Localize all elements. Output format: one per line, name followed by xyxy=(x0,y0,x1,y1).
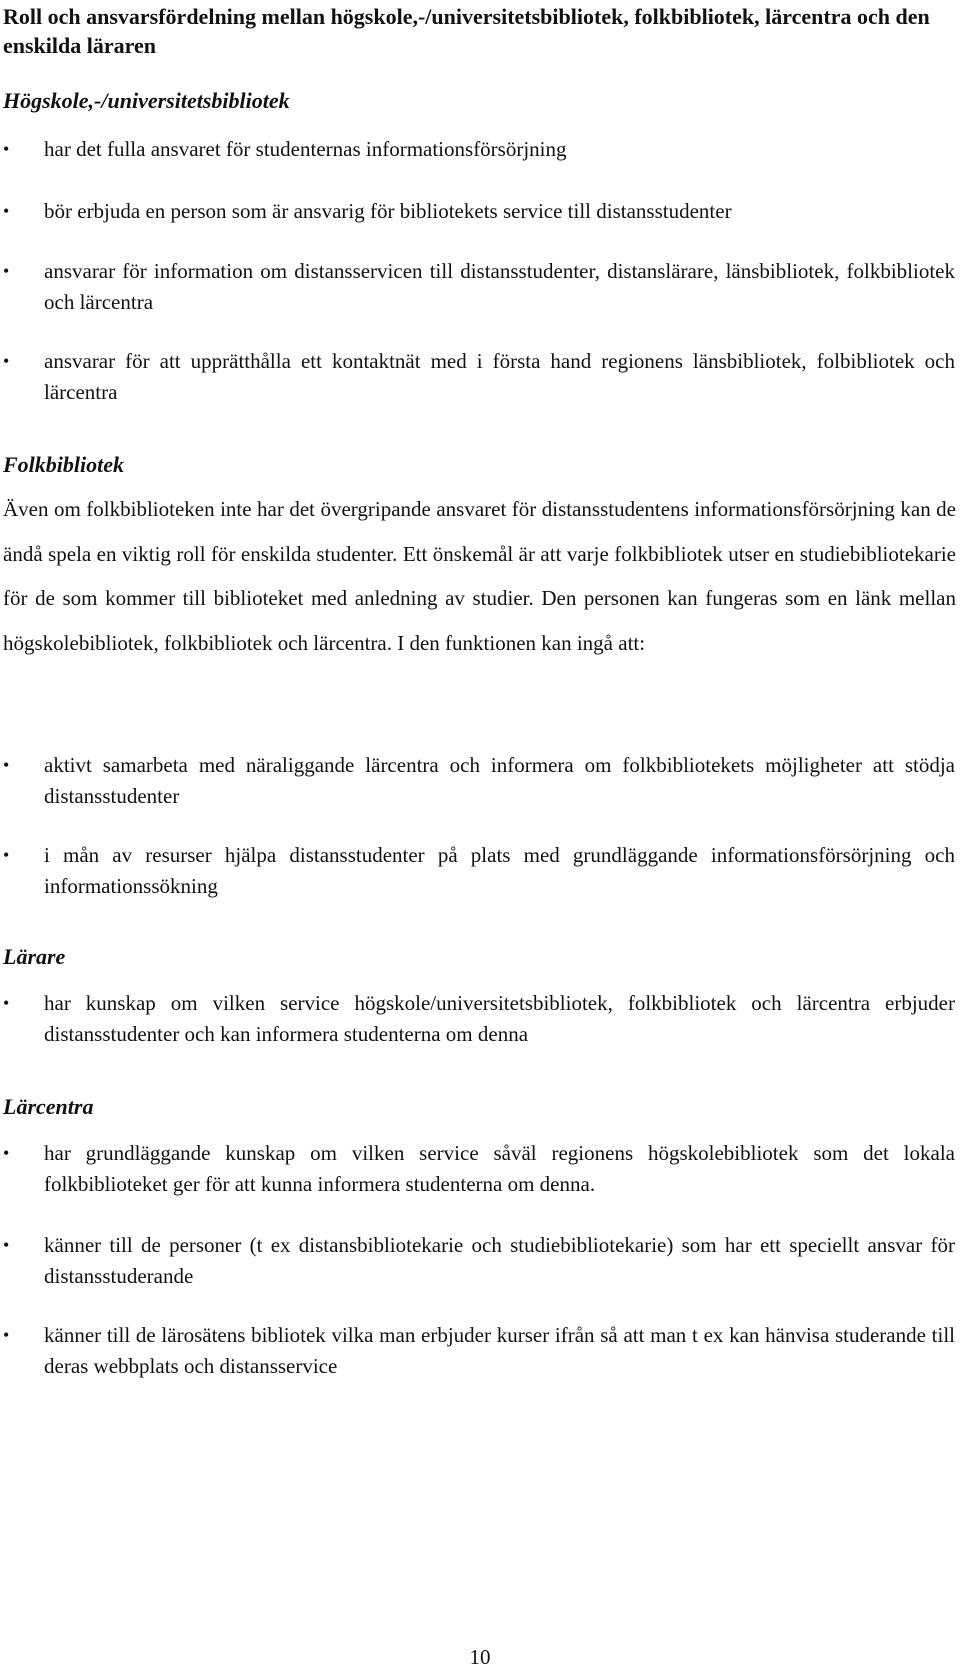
list-item-text: ansvarar för att upprätthålla ett kontaktnät med i första hand regionens länsbibliotek, folbibliotek och lärcentra xyxy=(44,349,955,404)
list-item-text: bör erbjuda en person som är ansvarig för bibliotekets service till distansstudenter xyxy=(44,199,732,223)
bullet-icon: • xyxy=(3,261,10,281)
bullet-icon: • xyxy=(3,1143,10,1163)
bullet-icon: • xyxy=(3,351,10,371)
list-item-text: känner till de lärosätens bibliotek vilka man erbjuder kurser ifrån så att man t ex kan hänvisa studerande till deras webbplats och distansservice xyxy=(44,1323,955,1378)
list-item xyxy=(0,840,955,902)
list-item xyxy=(0,346,955,408)
list-item xyxy=(0,134,955,165)
list-item xyxy=(0,1320,955,1382)
page-number: 10 xyxy=(469,1645,491,1669)
body-paragraph: Även om folkbiblioteken inte har det övergripande ansvaret för distansstudentens informationsförsörjning kan de ändå spela en viktig roll för enskilda studenter. Ett önskemål är att varje folkbibliotek utser en studiebibliotekarie för de som kommer till biblioteket med anledning av studier. Den personen kan fungeras som en länk mellan högskolebibliotek, folkbibliotek och lärcentra. I den funktionen kan ingå att: xyxy=(3,497,956,655)
section-heading-hogskolebibliotek: Högskole,-/universitetsbibliotek xyxy=(3,88,290,113)
list-item-text: har grundläggande kunskap om vilken service såväl regionens högskolebibliotek som det lokala folkbiblioteket ger för att kunna informera studenterna om denna. xyxy=(44,1141,955,1196)
section-heading-larcentra: Lärcentra xyxy=(3,1094,94,1119)
bullet-icon: • xyxy=(3,1235,10,1255)
bullet-icon: • xyxy=(3,201,10,221)
list-item xyxy=(0,988,955,1050)
list-item xyxy=(0,750,955,812)
list-item xyxy=(0,256,955,318)
section-heading-larare: Lärare xyxy=(3,944,66,969)
list-item-text: i mån av resurser hjälpa distansstudenter på plats med grundläggande informationsförsörjning och informationssökning xyxy=(44,843,955,898)
list-item-text: aktivt samarbeta med näraliggande lärcentra och informera om folkbibliotekets möjligheter att stödja distansstudenter xyxy=(44,753,955,808)
list-item xyxy=(0,196,955,227)
list-item-text: har kunskap om vilken service högskole/universitetsbibliotek, folkbibliotek och lärcentra erbjuder distansstudenter och kan informera studenterna om denna xyxy=(44,991,955,1046)
page-title: Roll och ansvarsfördelning mellan högskole,-/universitetsbibliotek, folkbibliotek, lärcentra och den enskilda läraren xyxy=(3,4,930,58)
list-item-text: ansvarar för information om distansservicen till distansstudenter, distanslärare, länsbibliotek, folkbibliotek och lärcentra xyxy=(44,259,955,314)
list-item-text: känner till de personer (t ex distansbibliotekarie och studiebibliotekarie) som har ett speciellt ansvar för distansstuderande xyxy=(44,1233,955,1288)
bullet-icon: • xyxy=(3,1325,10,1345)
list-item xyxy=(0,1230,955,1292)
list-item xyxy=(0,1138,955,1200)
section-heading-folkbibliotek: Folkbibliotek xyxy=(3,452,124,477)
bullet-icon: • xyxy=(3,755,10,775)
bullet-icon: • xyxy=(3,993,10,1013)
list-item-text: har det fulla ansvaret för studenternas informationsförsörjning xyxy=(44,137,567,161)
bullet-icon: • xyxy=(3,139,10,159)
bullet-icon: • xyxy=(3,845,10,865)
